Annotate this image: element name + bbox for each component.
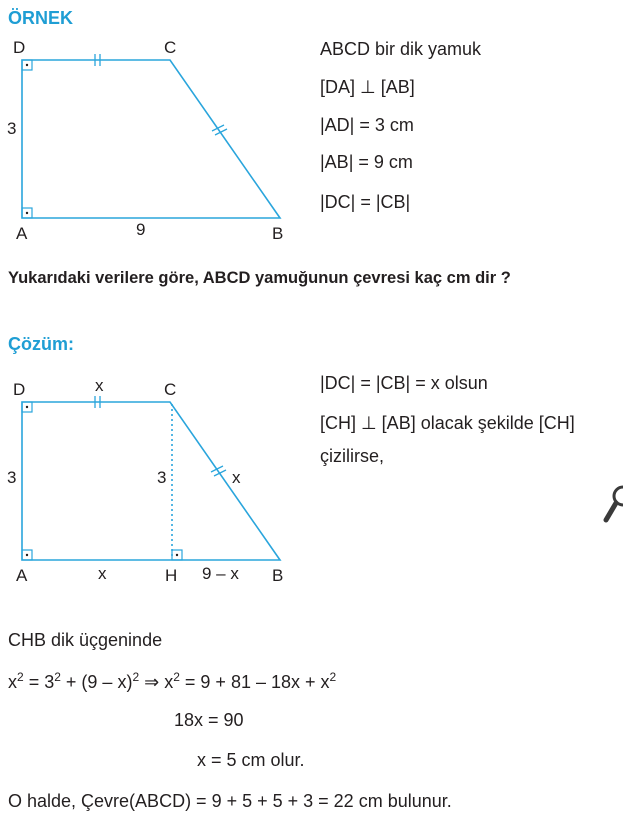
right-angle-dot-d — [26, 406, 28, 408]
eq1-part: x — [8, 672, 17, 692]
trapezoid-outline — [22, 402, 280, 560]
eq1-part: = 3 — [23, 672, 55, 692]
eq1-exponent: 2 — [54, 670, 61, 684]
given-line: [DA] ⊥ [AB] — [320, 77, 415, 97]
magnifier-icon — [603, 484, 623, 528]
given-line: |AD| = 3 cm — [320, 115, 414, 135]
side-label-hb: 9 – x — [202, 564, 239, 583]
equation-1 — [8, 672, 336, 693]
side-label-height: 3 — [157, 468, 167, 487]
vertex-label-h: H — [165, 566, 178, 585]
question-text: Yukarıdaki verilere göre, ABCD yamuğunun çevresi kaç cm dir ? — [8, 269, 511, 287]
eq1-part: + (9 – x) — [60, 672, 133, 692]
right-angle-dot-a — [26, 554, 28, 556]
example-heading: ÖRNEK — [8, 8, 74, 28]
side-label-top: x — [95, 376, 104, 395]
side-label-left: 3 — [7, 468, 17, 487]
note-line: [CH] ⊥ [AB] olacak şekilde [CH] — [320, 413, 575, 433]
vertex-label-a: A — [16, 224, 28, 243]
note-line: çizilirse, — [320, 446, 385, 466]
eq1-exponent: 2 — [132, 670, 140, 684]
conclusion-line: O halde, Çevre(ABCD) = 9 + 5 + 5 + 3 = 22 cm bulunur. — [8, 791, 452, 811]
vertex-label-d: D — [13, 38, 26, 57]
equation-2: 18x = 90 — [174, 710, 244, 730]
side-label-ah: x — [98, 564, 107, 583]
eq1-part: ⇒ x — [139, 672, 174, 692]
solution-heading: Çözüm: — [8, 334, 74, 354]
eq1-exponent: 2 — [173, 670, 180, 684]
vertex-label-c: C — [164, 380, 177, 399]
given-line: |DC| = |CB| — [320, 192, 411, 212]
vertex-label-b: B — [272, 224, 284, 243]
side-label-slant: x — [232, 468, 241, 487]
side-label-left: 3 — [7, 119, 17, 138]
vertex-label-d: D — [13, 380, 26, 399]
side-label-bottom: 9 — [136, 220, 146, 239]
eq1-exponent: 2 — [329, 670, 337, 684]
vertex-label-b: B — [272, 566, 284, 585]
given-line: |AB| = 9 cm — [320, 152, 413, 172]
given-line: ABCD bir dik yamuk — [320, 39, 482, 59]
triangle-line: CHB dik üçgeninde — [8, 630, 163, 650]
note-line: |DC| = |CB| = x olsun — [320, 373, 488, 393]
vertex-label-a: A — [16, 566, 28, 585]
right-angle-dot-h — [176, 554, 178, 556]
vertex-label-c: C — [164, 38, 177, 57]
eq1-exponent: 2 — [17, 670, 24, 684]
equation-3: x = 5 cm olur. — [197, 750, 305, 770]
eq1-part: = 9 + 81 – 18x + x — [179, 672, 330, 692]
